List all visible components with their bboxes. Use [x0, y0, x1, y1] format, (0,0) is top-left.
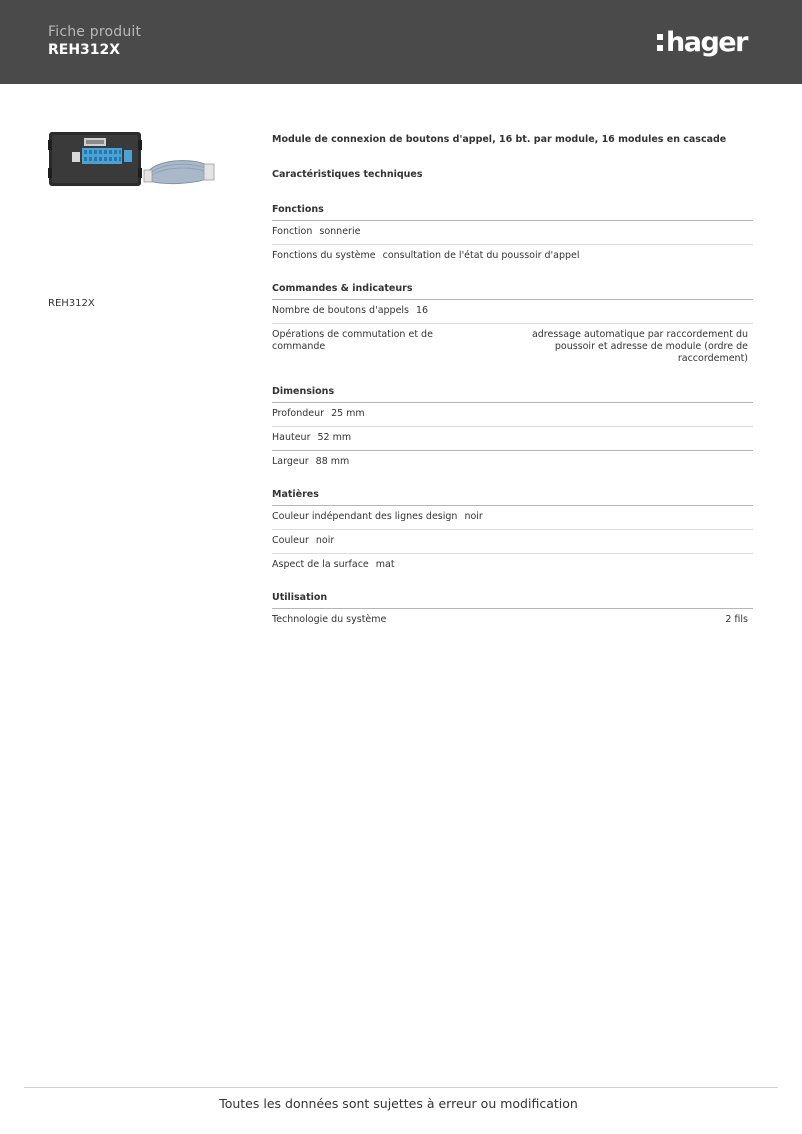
document-reference: REH312X — [48, 42, 121, 58]
spec-row — [272, 245, 753, 268]
product-image — [48, 128, 218, 190]
group-commandes — [272, 282, 753, 371]
specs-heading: Caractéristiques techniques — [272, 169, 423, 180]
group-matieres — [272, 488, 753, 577]
spec-label: Profondeur — [272, 408, 325, 419]
logo-dots-icon — [657, 34, 663, 51]
spec-value: 52 mm — [317, 432, 352, 443]
spec-value: 2 fils — [725, 614, 748, 625]
terminal-module-icon — [48, 128, 218, 190]
group-title: Fonctions — [272, 203, 753, 221]
spec-value: noir — [315, 535, 335, 546]
spec-row — [272, 554, 753, 577]
group-title: Matières — [272, 488, 753, 506]
spec-value: adressage automatique par raccordement du poussoir et adresse de module (ordre de raccordement) — [531, 329, 748, 364]
spec-label: Technologie du système — [272, 614, 387, 625]
spec-value: mat — [375, 559, 395, 570]
spec-row — [272, 403, 753, 427]
group-title: Utilisation — [272, 591, 753, 609]
product-description: Module de connexion de boutons d'appel, 16 bt. par module, 16 modules en cascade — [272, 134, 727, 145]
spec-label: Aspect de la surface — [272, 559, 369, 570]
spec-row — [272, 451, 753, 474]
spec-label: Largeur — [272, 456, 309, 467]
spec-value: sonnerie — [319, 226, 361, 237]
spec-label: Nombre de boutons d'appels — [272, 305, 410, 316]
spec-value: noir — [464, 511, 483, 522]
group-fonctions — [272, 203, 753, 268]
spec-row — [272, 530, 753, 554]
spec-content — [272, 133, 753, 646]
spec-label: Fonction — [272, 226, 313, 237]
spec-label: Couleur — [272, 535, 309, 546]
spec-value: 88 mm — [315, 456, 350, 467]
spec-value: 16 — [416, 305, 429, 316]
logo-wordmark: hager — [666, 26, 747, 58]
spec-row — [272, 324, 753, 371]
spec-value: 25 mm — [331, 408, 365, 419]
spec-value: consultation de l'état du poussoir d'appel — [382, 250, 580, 261]
group-utilisation — [272, 591, 753, 632]
spec-row — [272, 427, 753, 451]
footer-disclaimer: Toutes les données sont sujettes à erreur ou modification — [219, 1096, 578, 1111]
spec-row — [272, 506, 753, 530]
page-header — [0, 0, 802, 84]
spec-label: Opérations de commutation et de commande — [272, 329, 433, 352]
spec-row — [272, 221, 753, 245]
side-reference: REH312X — [48, 298, 95, 309]
spec-row — [272, 609, 753, 632]
group-title: Commandes & indicateurs — [272, 282, 753, 300]
spec-label: Hauteur — [272, 432, 311, 443]
spec-label: Fonctions du système — [272, 250, 376, 261]
footer-divider — [24, 1087, 778, 1088]
document-type: Fiche produit — [48, 24, 142, 40]
group-dimensions — [272, 385, 753, 474]
hager-logo — [657, 22, 747, 62]
spec-label: Couleur indépendant des lignes design — [272, 511, 458, 522]
group-title: Dimensions — [272, 385, 753, 403]
spec-row — [272, 300, 753, 324]
